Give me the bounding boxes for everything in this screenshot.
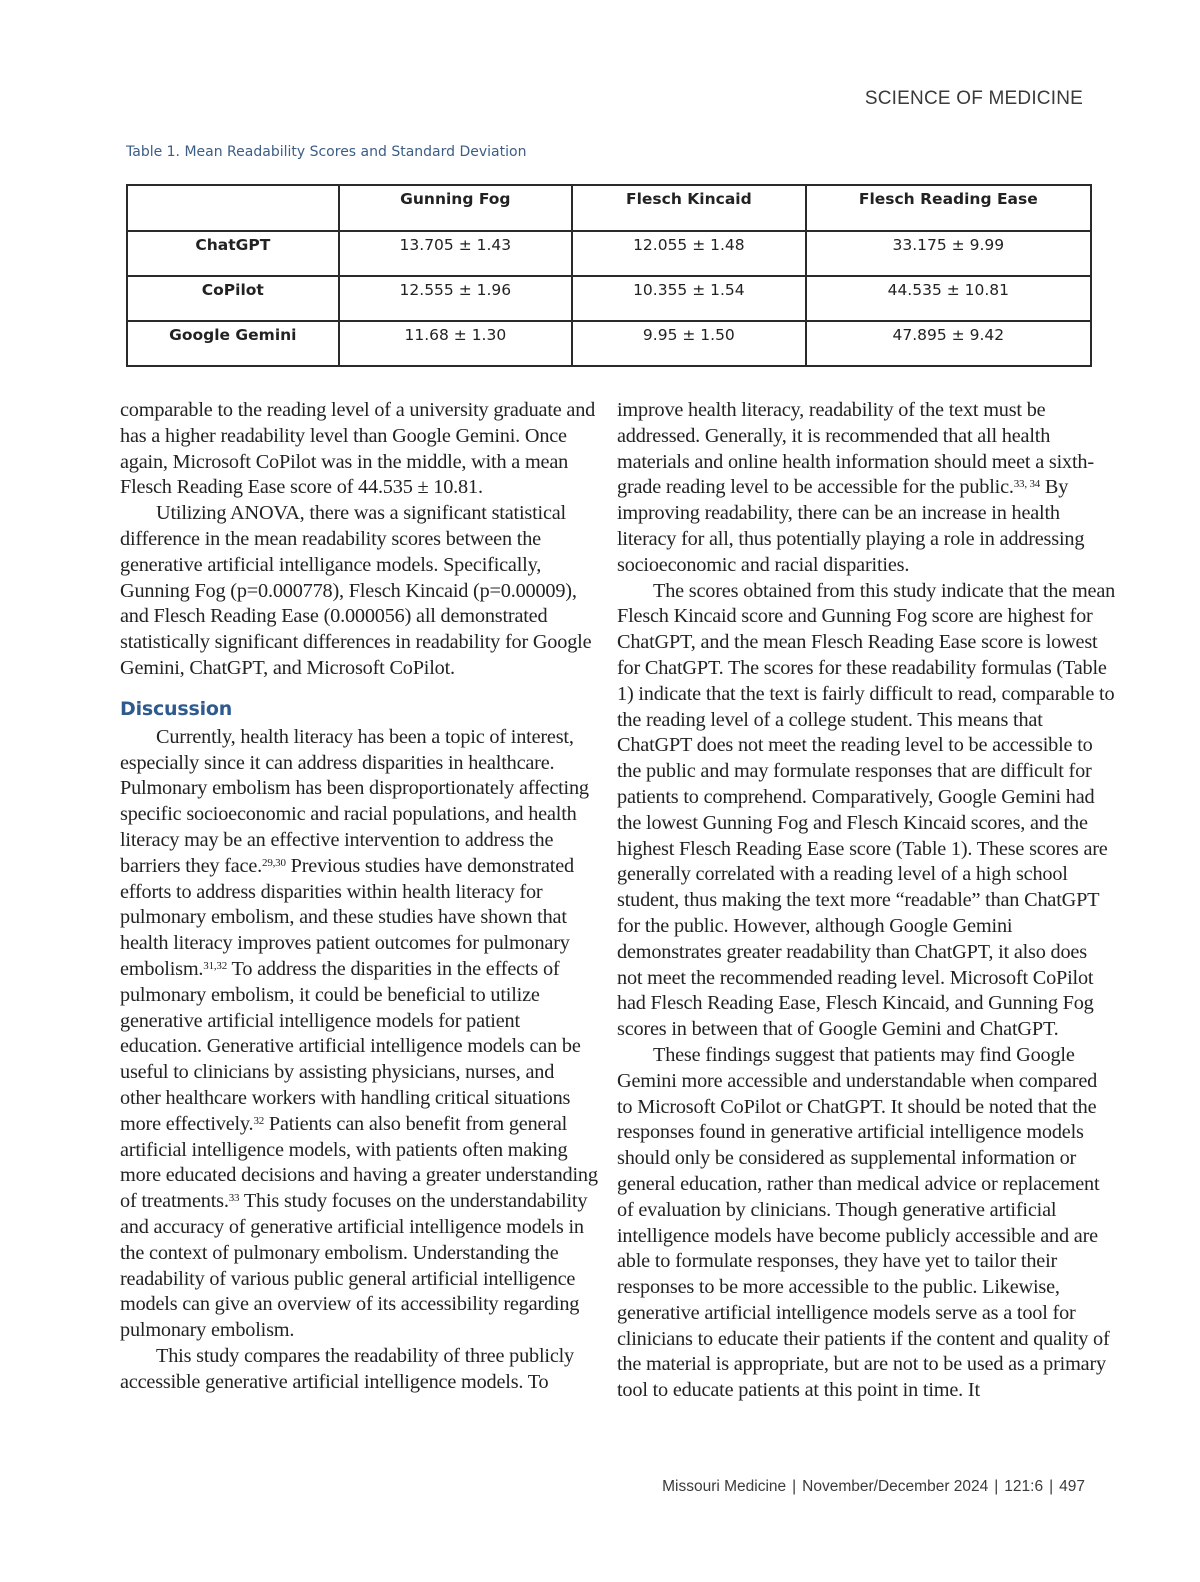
row-label-copilot: CoPilot <box>127 276 339 321</box>
paragraph: The scores obtained from this study indicate that the mean Flesch Kincaid score and Gunning Fog score are highest for ChatGPT, and the mean Flesch Reading Ease score is lowest for ChatGPT. The scores for these readability formulas (Table 1) indicate that the text is fairly difficult to read, comparable to the reading level of a college student. This means that ChatGPT does not meet the reading level to be accessible to the public and may formulate responses that are difficult for patients to comprehend. Comparatively, Google Gemini had the lowest Gunning Fog and Flesch Kincaid scores, and the highest Flesch Reading Ease score (Table 1). These scores are generally correlated with a reading level of a high school student, thus making the text more “readable” than ChatGPT for the public. However, although Google Gemini demonstrates greater readability than ChatGPT, it also does not meet the recommended reading level. Microsoft CoPilot had Flesch Reading Ease, Flesch Kincaid, and Gunning Fog scores in between that of Google Gemini and ChatGPT. <box>617 579 1116 1041</box>
table-header-flesch-reading-ease: Flesch Reading Ease <box>806 185 1091 231</box>
table-cell: 12.555 ± 1.96 <box>339 276 573 321</box>
separator: | <box>994 1478 999 1495</box>
citation: 29,30 <box>262 856 286 869</box>
issue-date: November/December 2024 <box>802 1478 989 1495</box>
table-cell: 11.68 ± 1.30 <box>339 321 573 366</box>
table-header-blank <box>127 185 339 231</box>
table-row <box>127 231 1091 276</box>
table-cell: 12.055 ± 1.48 <box>572 231 806 276</box>
table-cell: 33.175 ± 9.99 <box>806 231 1091 276</box>
paragraph: Currently, health literacy has been a topic of interest, especially since it can address disparities in healthcare. Pulmonary embolism has been disproportionately affecting specific socioeconomic and racial populations, and health literacy may be an effective intervention to address the barriers they face.$^{29,30}$ Previous studies have demonstrated efforts to address disparities within health literacy for pulmonary embolism, and these studies have shown that health literacy improves patient outcomes for pulmonary embolism.$^{31,32}$ To address the disparities in the effects of pulmonary embolism, it could be beneficial to utilize generative artificial intelligence models for patient education. Generative artificial intelligence models can be useful to clinicians by assisting physicians, nurses, and other healthcare workers with handling critical situations more effectively.$^{32}$ Patients can also benefit from general artificial intelligence models, with patients often making more educated decisions and having a greater understanding of treatments.$^{33}$ This study focuses on the understandability and accuracy of generative artificial intelligence models in the context of pulmonary embolism. Understanding the readability of various public general artificial intelligence models can give an overview of its accessibility regarding pulmonary embolism. <box>120 725 598 1342</box>
separator: | <box>792 1478 797 1495</box>
paragraph: These findings suggest that patients may find Google Gemini more accessible and understandable when compared to Microsoft CoPilot or ChatGPT. It should be noted that the responses found in generative artificial intelligence models should only be considered as supplemental information or general education, rather than medical advice or replacement of evaluation by clinicians. Though generative artificial intelligence models have become publicly accessible and are able to formulate responses, they have yet to tailor their responses to be more accessible to the public. Likewise, generative artificial intelligence models serve as a tool for clinicians to educate their patients if the content and quality of the material is appropriate, but are not to be used as a primary tool to educate patients at this point in time. It <box>617 1043 1110 1402</box>
table-cell: 9.95 ± 1.50 <box>572 321 806 366</box>
citation: 32 <box>253 1114 265 1127</box>
paragraph: This study compares the readability of three publicly accessible generative artificial intelligence models. To <box>120 1344 574 1393</box>
left-column <box>120 398 598 1395</box>
table-cell: 10.355 ± 1.54 <box>572 276 806 321</box>
discussion-heading: Discussion <box>120 697 233 720</box>
table-row <box>127 321 1091 366</box>
row-label-chatgpt: ChatGPT <box>127 231 339 276</box>
table-cell: 44.535 ± 10.81 <box>806 276 1091 321</box>
table-header-row <box>127 185 1091 231</box>
paragraph: comparable to the reading level of a university graduate and has a higher readability level than Google Gemini. Once again, Microsoft CoPilot was in the middle, with a mean Flesch Reading Ease score of 44.535 ± 10.81. <box>120 399 596 499</box>
paragraph: improve health literacy, readability of the text must be addressed. Generally, it is recommended that all health materials and online health information should meet a sixth-grade reading level to be accessible for the public.$^{33, 34}$ By improving readability, there can be an increase in health literacy for all, thus potentially playing a role in addressing socioeconomic and racial disparities. <box>617 399 1094 576</box>
citation: 33 <box>228 1192 240 1205</box>
journal-name: Missouri Medicine <box>662 1478 787 1495</box>
table-header-gunning-fog: Gunning Fog <box>339 185 573 231</box>
table-caption: Table 1. Mean Readability Scores and Standard Deviation <box>126 144 527 160</box>
table-cell: 13.705 ± 1.43 <box>339 231 573 276</box>
separator: | <box>1049 1478 1054 1495</box>
citation: 33, 34 <box>1013 478 1041 491</box>
readability-table <box>126 184 1092 367</box>
table-header-flesch-kincaid: Flesch Kincaid <box>572 185 806 231</box>
volume: 121:6 <box>1004 1478 1044 1495</box>
table-row <box>127 276 1091 321</box>
citation: 31,32 <box>203 959 228 972</box>
running-header: SCIENCE OF MEDICINE <box>864 88 1083 109</box>
page-number: 497 <box>1059 1478 1085 1495</box>
paragraph: Utilizing ANOVA, there was a significant statistical difference in the mean readability scores between the generative artificial intelligance models. Specifically, Gunning Fog (p=0.000778), Flesch Kincaid (p=0.00009), and Flesch Reading Ease (0.000056) all demonstrated statistically significant differences in readability for Google Gemini, ChatGPT, and Microsoft CoPilot. <box>120 502 592 679</box>
table-cell: 47.895 ± 9.42 <box>806 321 1091 366</box>
right-column <box>617 398 1117 1404</box>
row-label-google-gemini: Google Gemini <box>127 321 339 366</box>
page-footer <box>662 1478 1085 1496</box>
